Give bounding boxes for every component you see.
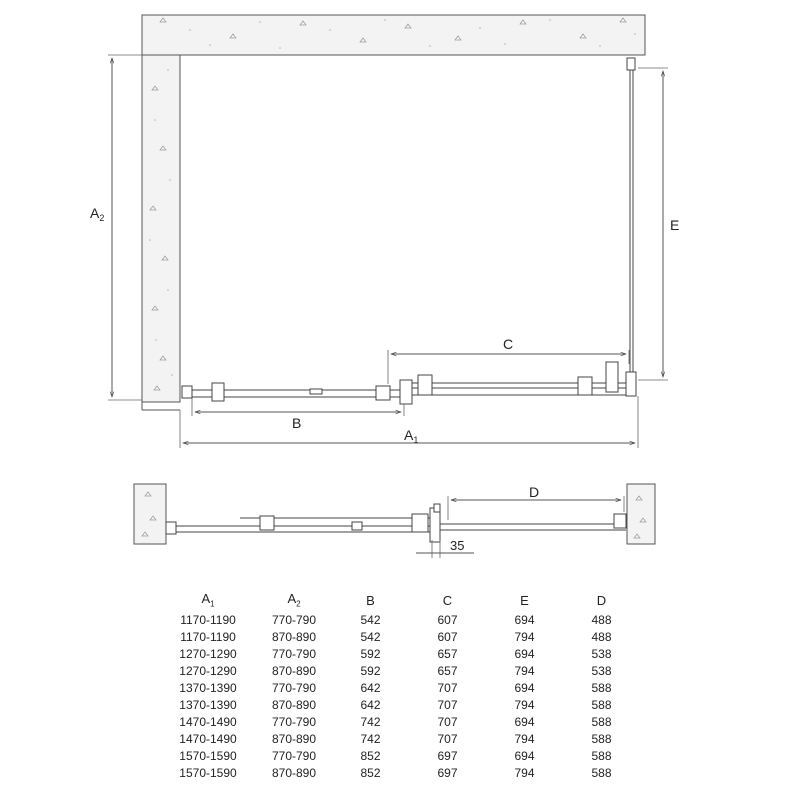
- left-wall: [142, 55, 180, 402]
- table-row: [160, 748, 640, 765]
- table-cell: 607: [437, 630, 458, 644]
- front-left-wall: [134, 484, 166, 544]
- table-cell: 697: [437, 766, 458, 780]
- table-cell: 707: [437, 732, 458, 746]
- column-header: D: [596, 592, 607, 608]
- table-row: [160, 731, 640, 748]
- table-cell: 770-790: [271, 715, 317, 729]
- b-label: B: [292, 415, 302, 431]
- table-cell: 694: [514, 613, 535, 627]
- table-cell: 1270-1290: [179, 664, 237, 678]
- table-cell: 1270-1290: [179, 647, 237, 661]
- table-cell: 707: [437, 681, 458, 695]
- dimension-e: [638, 68, 679, 380]
- table-cell: 870-890: [271, 732, 317, 746]
- table-cell: 794: [514, 732, 535, 746]
- table-cell: 852: [360, 766, 381, 780]
- table-cell: 588: [591, 766, 612, 780]
- table-cell: 697: [437, 749, 458, 763]
- table-cell: 588: [591, 749, 612, 763]
- table-cell: 538: [591, 664, 612, 678]
- table-row: [160, 612, 640, 629]
- table-cell: 1170-1190: [180, 630, 236, 644]
- table-cell: 770-790: [271, 647, 317, 661]
- column-header: $A_2$: [287, 591, 301, 609]
- table-cell: 588: [591, 732, 612, 746]
- dimension-35: [416, 538, 474, 558]
- table-cell: 870-890: [271, 698, 317, 712]
- table-cell: 694: [514, 715, 535, 729]
- table-cell: 852: [360, 749, 381, 763]
- table-row: [160, 765, 640, 782]
- table-row: [160, 680, 640, 697]
- column-header: C: [442, 592, 453, 608]
- d-label: D: [529, 484, 540, 500]
- table-cell: 794: [514, 630, 535, 644]
- concrete-texture: [150, 18, 626, 390]
- table-cell: 588: [591, 681, 612, 695]
- table-cell: 1570-1590: [179, 749, 237, 763]
- table-cell: 1370-1390: [179, 698, 237, 712]
- corner-post: [626, 372, 636, 396]
- dimension-b: [192, 398, 404, 431]
- table-cell: 488: [591, 630, 612, 644]
- table-row: [160, 646, 640, 663]
- table-cell: 1570-1590: [179, 766, 237, 780]
- top-wall: [142, 15, 645, 55]
- table-row: [160, 697, 640, 714]
- a2-label: $A_2$: [90, 205, 105, 223]
- front-rail: [182, 362, 626, 404]
- front-right-wall: [627, 484, 655, 544]
- dimension-d: [448, 484, 624, 520]
- table-cell: 770-790: [271, 681, 317, 695]
- front-rail-lower: [166, 504, 626, 542]
- dimensions-table: [160, 588, 640, 782]
- e-label: E: [670, 217, 680, 233]
- dimension-a2: [90, 55, 142, 400]
- table-cell: 694: [514, 647, 535, 661]
- table-header-row: [160, 588, 640, 612]
- table-cell: 794: [514, 698, 535, 712]
- table-cell: 592: [360, 647, 381, 661]
- table-cell: 588: [591, 698, 612, 712]
- table-cell: 707: [437, 715, 458, 729]
- table-cell: 870-890: [271, 766, 317, 780]
- table-cell: 657: [437, 664, 458, 678]
- table-cell: 794: [514, 766, 535, 780]
- table-cell: 1470-1490: [179, 715, 237, 729]
- table-cell: 870-890: [271, 664, 317, 678]
- table-cell: 742: [360, 732, 381, 746]
- table-cell: 488: [591, 613, 612, 627]
- column-header: E: [520, 592, 529, 608]
- table-cell: 542: [360, 613, 381, 627]
- table-body: [160, 612, 640, 782]
- table-row: [160, 629, 640, 646]
- table-cell: 542: [360, 630, 381, 644]
- table-cell: 588: [591, 715, 612, 729]
- table-cell: 1470-1490: [179, 732, 237, 746]
- table-cell: 1170-1190: [180, 613, 236, 627]
- column-header: $A_1$: [201, 591, 215, 609]
- table-cell: 642: [360, 681, 381, 695]
- column-header: B: [366, 592, 375, 608]
- table-cell: 742: [360, 715, 381, 729]
- table-cell: 770-790: [271, 749, 317, 763]
- table-cell: 538: [591, 647, 612, 661]
- c-label: C: [503, 336, 514, 352]
- table-cell: 642: [360, 698, 381, 712]
- table-cell: 794: [514, 664, 535, 678]
- table-cell: 592: [360, 664, 381, 678]
- table-row: [160, 714, 640, 731]
- table-row: [160, 663, 640, 680]
- table-cell: 657: [437, 647, 458, 661]
- front-view: [134, 484, 655, 558]
- right-wall-profile: [627, 58, 635, 70]
- top-view: [90, 15, 679, 448]
- table-cell: 1370-1390: [179, 681, 237, 695]
- table-cell: 607: [437, 613, 458, 627]
- table-cell: 870-890: [271, 630, 317, 644]
- table-cell: 694: [514, 681, 535, 695]
- a1-label: $A_1$: [404, 427, 419, 445]
- gap-label: 35: [450, 538, 465, 553]
- table-cell: 770-790: [271, 613, 317, 627]
- table-cell: 707: [437, 698, 458, 712]
- table-cell: 694: [514, 749, 535, 763]
